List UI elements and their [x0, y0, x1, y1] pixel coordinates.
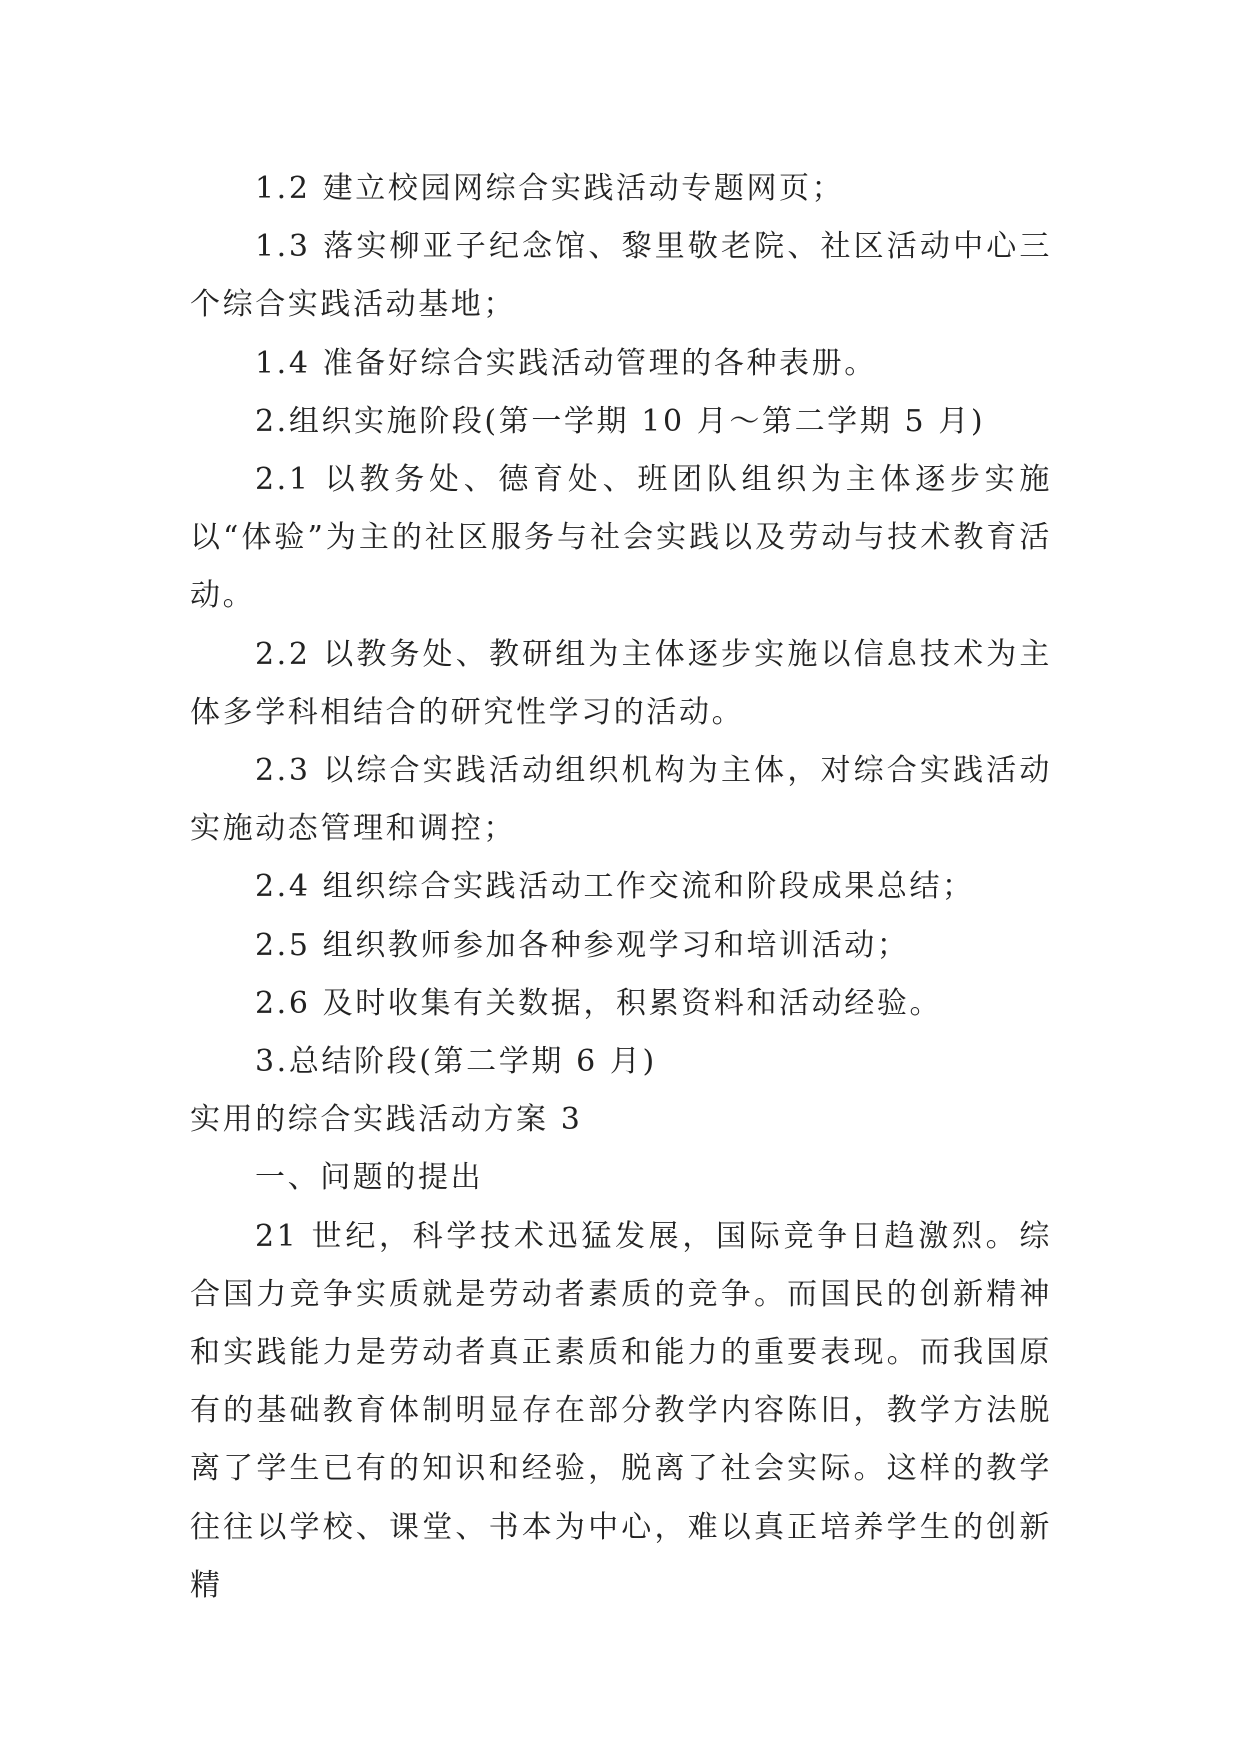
paragraph-1-4: 1.4 准备好综合实践活动管理的各种表册。	[255, 345, 877, 381]
paragraph-2-5: 2.5 组织教师参加各种参观学习和培训活动；	[255, 927, 910, 963]
paragraph-2-3: 2.3 以综合实践活动组织机构为主体，对综合实践活动实施动态管理和调控；	[190, 753, 1052, 847]
paragraph-body: 21 世纪，科学技术迅猛发展，国际竞争日趋激烈。综合国力竞争实质就是劳动者素质的竞争。而国民的创新精神和实践能力是劳动者真正素质和能力的重要表现。而我国原有的基础教育体制明显存在部分教学内容陈旧，教学方法脱离了学生已有的知识和经验，脱离了社会实际。这样的教学往往以学校、课堂、书本为中心，难以真正培养学生的创新精	[190, 1218, 1052, 1603]
paragraph-2-1: 2.1 以教务处、德育处、班团队组织为主体逐步实施以“体验”为主的社区服务与社会实践以及劳动与技术教育活动。	[190, 462, 1052, 614]
paragraph-2-heading: 2.组织实施阶段(第一学期 10 月～第二学期 5 月)	[255, 403, 986, 439]
paragraph-1-2: 1.2 建立校园网综合实践活动专题网页；	[255, 171, 845, 206]
paragraph-1-3: 1.3 落实柳亚子纪念馆、黎里敬老院、社区活动中心三个综合实践活动基地；	[190, 229, 1052, 323]
paragraph-3-heading: 3.总结阶段(第二学期 6 月)	[255, 1044, 657, 1080]
section-title: 实用的综合实践活动方案 3	[190, 1102, 583, 1138]
paragraph-2-6: 2.6 及时收集有关数据，积累资料和活动经验。	[255, 985, 943, 1021]
paragraph-2-4: 2.4 组织综合实践活动工作交流和阶段成果总结；	[255, 869, 975, 905]
paragraph-2-2: 2.2 以教务处、教研组为主体逐步实施以信息技术为主体多学科相结合的研究性学习的活动。	[190, 636, 1052, 730]
section-heading-problem: 一、问题的提出	[255, 1160, 484, 1196]
document-body	[190, 160, 1052, 1615]
